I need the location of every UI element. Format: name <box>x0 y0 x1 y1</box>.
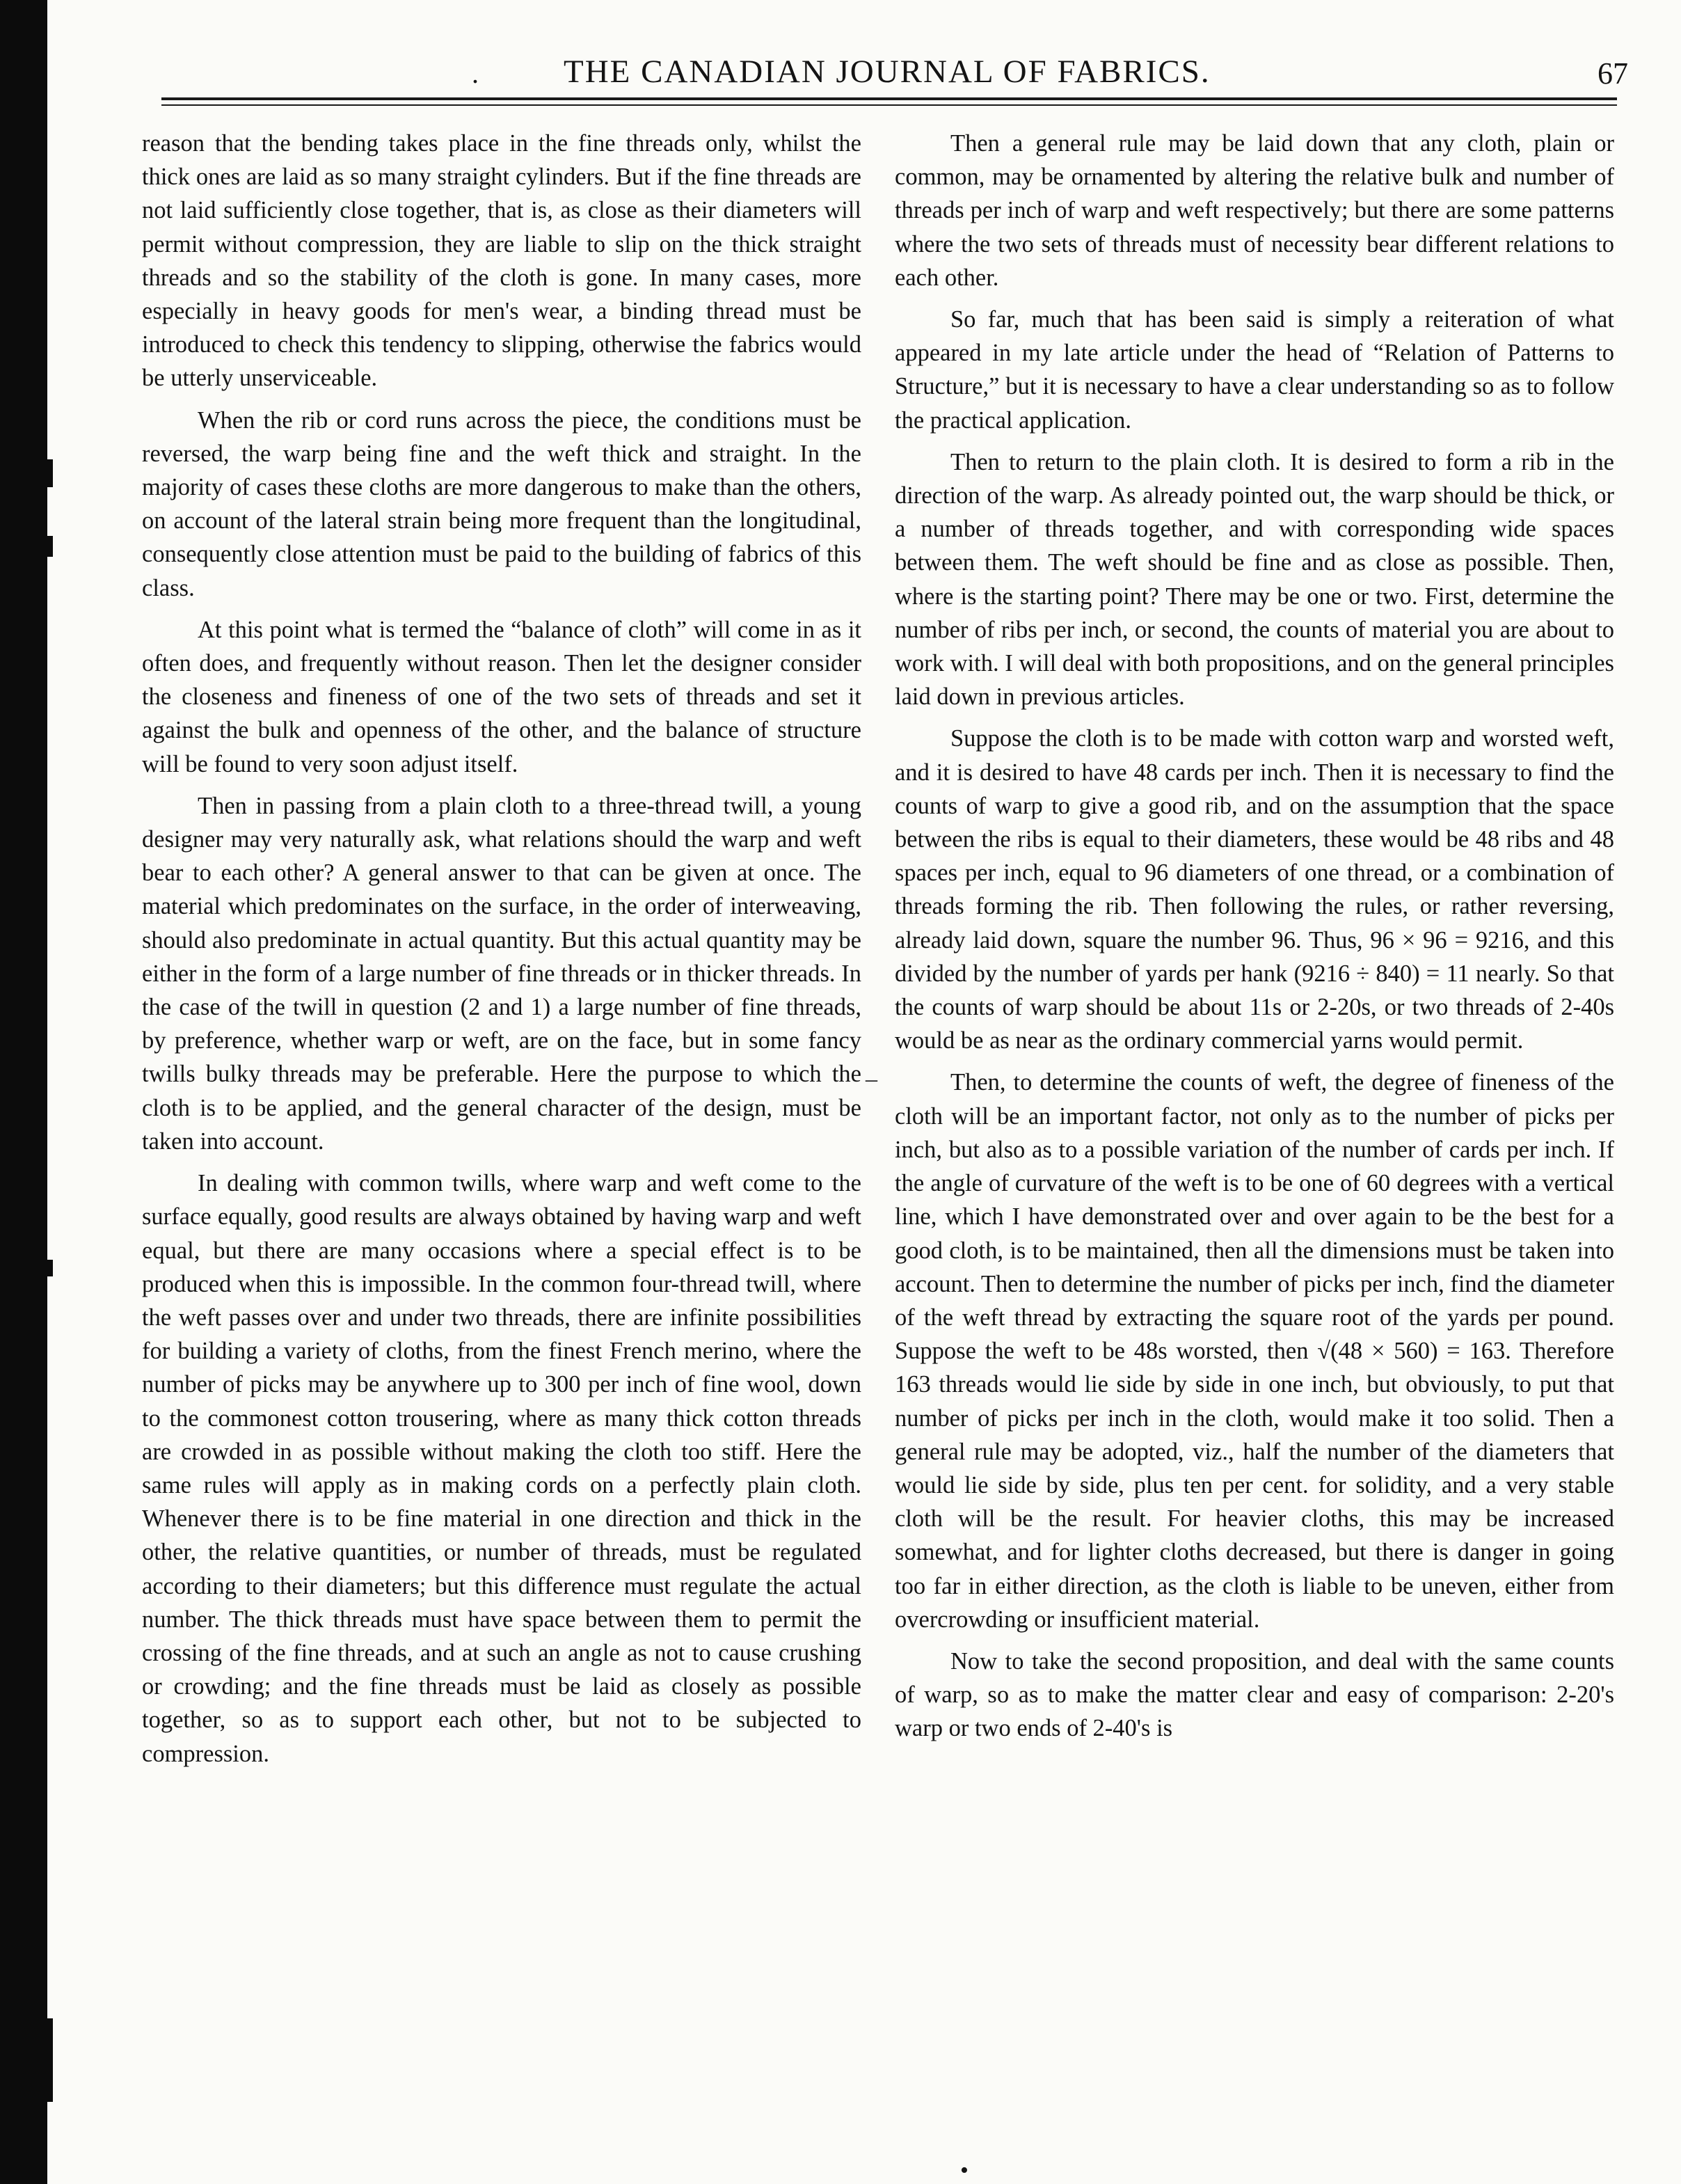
scan-edge-mark <box>43 1260 53 1276</box>
paragraph: Then in passing from a plain cloth to a three-thread twill, a young designer may very naturally ask, what relations should the warp and weft bear to each other? A general answer to that can be given at once. The material which predominates on the surface, in the order of interweaving, should also predominate in actual quantity. But this actual quantity may be either in the form of a large number of fine threads or in thicker threads. In the case of the twill in question (2 and 1) a large number of fine threads, by preference, whether warp or weft, are on the face, but in some fancy twills bulky threads may be preferable. Here the purpose to which the cloth is to be applied, and the general character of the design, must be taken into account. <box>142 792 861 1155</box>
page-header <box>445 52 1628 100</box>
paragraph: Then, to determine the counts of weft, the degree of fineness of the cloth will be an important factor, not only as to the number of picks per inch, but also as to a possible variation of the number of cards per inch. If the angle of curvature of the weft is to be one of 60 degrees with a vertical line, which I have demonstrated over and over again to be the best for a good cloth, is to be maintained, then all the dimensions must be taken into account. Then to determine the number of picks per inch, find the diameter of the weft thread by extracting the square root of the yards per pound. Suppose the weft to be 48s worsted, then √(48 × 560) = 163. Therefore 163 threads would lie side by side in one inch, but obviously, to put that number of picks per inch in the cloth, would make it too solid. Then a general rule may be adopted, viz., half the number of the diameters that would lie side by side, plus ten per cent. for solidity, and a very stable cloth will be the result. For heavier cloths, this may be increased somewhat, and for lighter cloths decreased, but there is danger in going too far in either direction, as the cloth is liable to be uneven, either from overcrowding or insufficient material. <box>895 1069 1615 1633</box>
paragraph: So far, much that has been said is simply a reiteration of what appeared in my late article under the head of “Relation of Patterns to Structure,” but it is necessary to have a clear understanding so as to follow the practical application. <box>895 306 1614 434</box>
left-column <box>142 127 861 1779</box>
scan-binding-edge <box>0 0 47 2184</box>
paragraph: When the rib or cord runs across the piece, the conditions must be reversed, the warp being fine and the weft thick and straight. In the majority of cases these cloths are more dangerous to make than the others, on account of the lateral strain being more frequent than the longitudinal, consequently close attention must be paid to the building of fabrics of this class. <box>142 406 861 601</box>
right-column <box>895 127 1614 1754</box>
page-foot-dot: • <box>960 2158 969 2183</box>
page-number: 67 <box>1598 56 1628 90</box>
scan-edge-mark <box>43 459 53 487</box>
paragraph: At this point what is termed the “balance of cloth” will come in as it often does, and frequently without reason. Then let the designer consider the closeness and fineness of one of the two sets of threads and set it against the bulk and openness of the other, and the balance of structure will be found to very soon adjust itself. <box>142 616 861 777</box>
paragraph: Now to take the second proposition, and deal with the same counts of warp, so as to make the matter clear and easy of comparison: 2-20's warp or two ends of 2-40's is <box>895 1647 1614 1742</box>
scan-edge-mark <box>43 2018 53 2102</box>
margin-mark: – <box>866 1066 877 1092</box>
journal-title: THE CANADIAN JOURNAL OF FABRICS. <box>564 54 1211 90</box>
header-rule-thin <box>161 104 1617 106</box>
header-rule-thick <box>161 97 1617 100</box>
header-dot: . <box>472 58 479 89</box>
paragraph: reason that the bending takes place in the fine threads only, whilst the thick ones are laid as so many straight cylinders. But if the fine threads are not laid sufficiently close together, that is, as close as their diameters will permit without compression, they are liable to slip on the thick straight threads and so the stability of the cloth is gone. In many cases, more especially in heavy goods for men's wear, a binding thread must be introduced to check this tendency to slipping, otherwise the fabrics would be utterly unserviceable. <box>142 130 861 392</box>
paragraph: Then to return to the plain cloth. It is desired to form a rib in the direction of the warp. As already pointed out, the warp should be thick, or a number of threads together, and with corresponding wide spaces between them. The weft should be fine and as close as possible. Then, where is the starting point? There may be one or two. First, determine the number of ribs per inch, or second, the counts of material you are about to work with. I will deal with both propositions, and on the general principles laid down in previous articles. <box>895 448 1614 711</box>
paragraph: In dealing with common twills, where warp and weft come to the surface equally, good results are always obtained by having warp and weft equal, but there are many occasions where a special effect is to be produced when this is impossible. In the common four-thread twill, where the weft passes over and under two threads, there are infinite possibilities for building a variety of cloths, from the finest French merino, where the number of picks may be anywhere up to 300 per inch of fine wool, down to the commonest cotton trousering, where as many thick cotton threads are crowded in as possible without making the cloth too stiff. Here the same rules will apply as in making cords on a perfectly plain cloth. Whenever there is to be fine material in one direction and thick in the other, the relative quantities, or number of threads, must be regulated according to their diameters; but this difference must regulate the actual number. The thick threads must have space between them to permit the crossing of the fine threads, and at such an angle as not to cause crushing or crowding; and the fine threads must be laid as closely as possible together, so as to support each other, but not to be subjected to compression. <box>142 1170 861 1767</box>
paragraph: Suppose the cloth is to be made with cotton warp and worsted weft, and it is desired to have 48 cards per inch. Then it is necessary to find the counts of warp to give a good rib, and on the assumption that the space between the ribs is equal to their diameters, these would be 48 ribs and 48 spaces per inch, equal to 96 diameters of one thread, or a combination of threads forming the rib. Then following the rules, or rather reversing, already laid down, square the number 96. Thus, 96 × 96 = 9216, and this divided by the number of yards per hank (9216 ÷ 840) = 11 nearly. So that the counts of warp should be about 11s or 2-20s, or two threads of 2-40s would be as near as the ordinary commercial yarns would permit. <box>895 725 1614 1054</box>
scan-edge-mark <box>43 536 53 557</box>
paragraph: Then a general rule may be laid down that any cloth, plain or common, may be ornamented by altering the relative bulk and number of threads per inch of warp and weft respectively; but there are some patterns where the two sets of threads must of necessity bear different relations to each other. <box>895 130 1614 291</box>
